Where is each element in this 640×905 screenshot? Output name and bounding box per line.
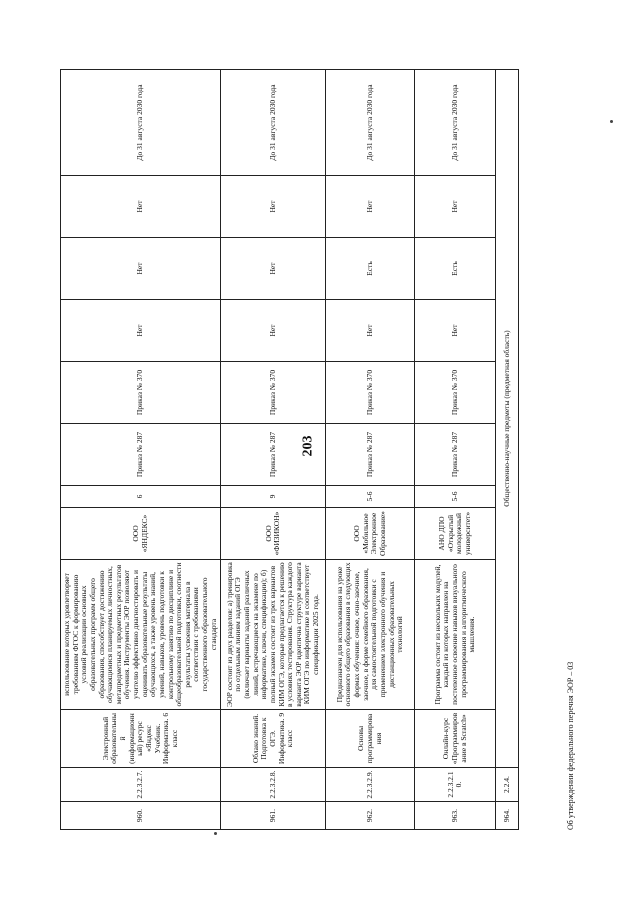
flag-3: Нет: [415, 176, 496, 238]
order-287: Приказ № 287: [415, 424, 496, 486]
scan-speck: [610, 120, 613, 123]
row-code: 2.2.3.2.9.: [326, 768, 415, 802]
order-287: Приказ № 287: [326, 424, 415, 486]
eor-table: [60, 69, 519, 830]
order-370: Приказ № 370: [221, 362, 326, 424]
publisher: ООО «ФИЗИКОН»: [221, 508, 326, 560]
resource-description: использование которых удовлетворяет требованиям ФГОС к формированию условий реализации основных образовательных программ общего образования, способствует достижению обучающимися планируемых личностных, метапредметных и предметных результатов обучения. Инструменты ЭОР позволяют учителю эффективно диагностировать и оценивать образовательные результаты обучающихся, а также уровень знаний, умений, навыков, уровень подготовки к контрольному занятию по дисциплине и общеобразовательной подготовки, соотнести результаты усвоения материала в соответствии с требованиями государственного образовательного стандарта: [61, 560, 221, 710]
row-code: 2.2.3.2.8.: [221, 768, 326, 802]
grade: 5-6: [415, 486, 496, 508]
resource-name: Облако знаний. Подготовка к ОГЭ. Информатика. 9 класс: [221, 710, 326, 768]
publisher: АНО ДПО «Открытый молодежный университет»: [415, 508, 496, 560]
row-number: 964.: [496, 802, 519, 830]
resource-name: Онлайн-курс «Программирование в Scratch»: [415, 710, 496, 768]
valid-until: До 31 августа 2030 года: [326, 70, 415, 176]
table-row: [326, 70, 415, 830]
grade: 6: [61, 486, 221, 508]
flag-2: Нет: [221, 238, 326, 300]
footer-note: Об утверждении федерального перечня ЭОР – 03: [566, 661, 575, 830]
rotated-page: [60, 70, 580, 830]
flag-2: Есть: [326, 238, 415, 300]
valid-until: До 31 августа 2030 года: [61, 70, 221, 176]
table-row: [415, 70, 496, 830]
section-row: [496, 70, 519, 830]
publisher: ООО «ЯНДЕКС»: [61, 508, 221, 560]
flag-3: Нет: [61, 176, 221, 238]
flag-3: Нет: [326, 176, 415, 238]
table-row: [61, 70, 221, 830]
row-code: 2.2.3.2.7.: [61, 768, 221, 802]
row-code: 2.2.3.2.10.: [415, 768, 496, 802]
order-370: Приказ № 370: [326, 362, 415, 424]
scan-speck: [214, 832, 217, 835]
flag-1: Нет: [221, 300, 326, 362]
flag-2: Есть: [415, 238, 496, 300]
resource-name: Электронный образовательный (информационный) ресурс «Яндекс Учебник. Информатика. 6 класс: [61, 710, 221, 768]
grade: 9: [221, 486, 326, 508]
resource-description: ЭОР состоит из двух разделов: а) тренировка по отдельным линиям заданий ОГЭ (включает варианты заданий различных линий, встречающиеся на экзамене по информатике, ключи, спецификации); б) полный экзамен состоит из трех вариантов КИМ ОГЭ, которые предлагается к решению в условиях тестирования. Структура каждого варианта ЭОР идентична структуре варианта КИМ ОГЭ по информатике и соответствует спецификации 2025 года.: [221, 560, 326, 710]
flag-1: Нет: [61, 300, 221, 362]
row-number: 961.: [221, 802, 326, 830]
flag-1: Нет: [326, 300, 415, 362]
row-number: 963.: [415, 802, 496, 830]
flag-3: Нет: [221, 176, 326, 238]
table-row: [221, 70, 326, 830]
valid-until: До 31 августа 2030 года: [415, 70, 496, 176]
row-number: 960.: [61, 802, 221, 830]
row-code: 2.2.4.: [496, 768, 519, 802]
order-287: Приказ № 287: [61, 424, 221, 486]
resource-description: Программа состоит из нескольких модулей, каждый из которых направлен на постепенное освоение навыков визуального программирования и алгоритмического мышления.: [415, 560, 496, 710]
order-370: Приказ № 370: [415, 362, 496, 424]
resource-name: Основы программирования: [326, 710, 415, 768]
order-370: Приказ № 370: [61, 362, 221, 424]
flag-1: Нет: [415, 300, 496, 362]
resource-description: Предназначен для использования на уроке основного общего образования в следующих формах обучения: очное, очно-заочное, заочное, в форме семейного образования, для самостоятельной подготовки с применением электронного обучения и дистанционных образовательных технологий: [326, 560, 415, 710]
flag-2: Нет: [61, 238, 221, 300]
grade: 5-6: [326, 486, 415, 508]
publisher: ООО «Мобильное Электронное Образование»: [326, 508, 415, 560]
page-number: 203: [300, 435, 316, 457]
valid-until: До 31 августа 2030 года: [221, 70, 326, 176]
row-number: 962.: [326, 802, 415, 830]
order-287: Приказ № 287: [221, 424, 326, 486]
section-title: Общественно-научные предметы (предметная область): [496, 70, 519, 768]
